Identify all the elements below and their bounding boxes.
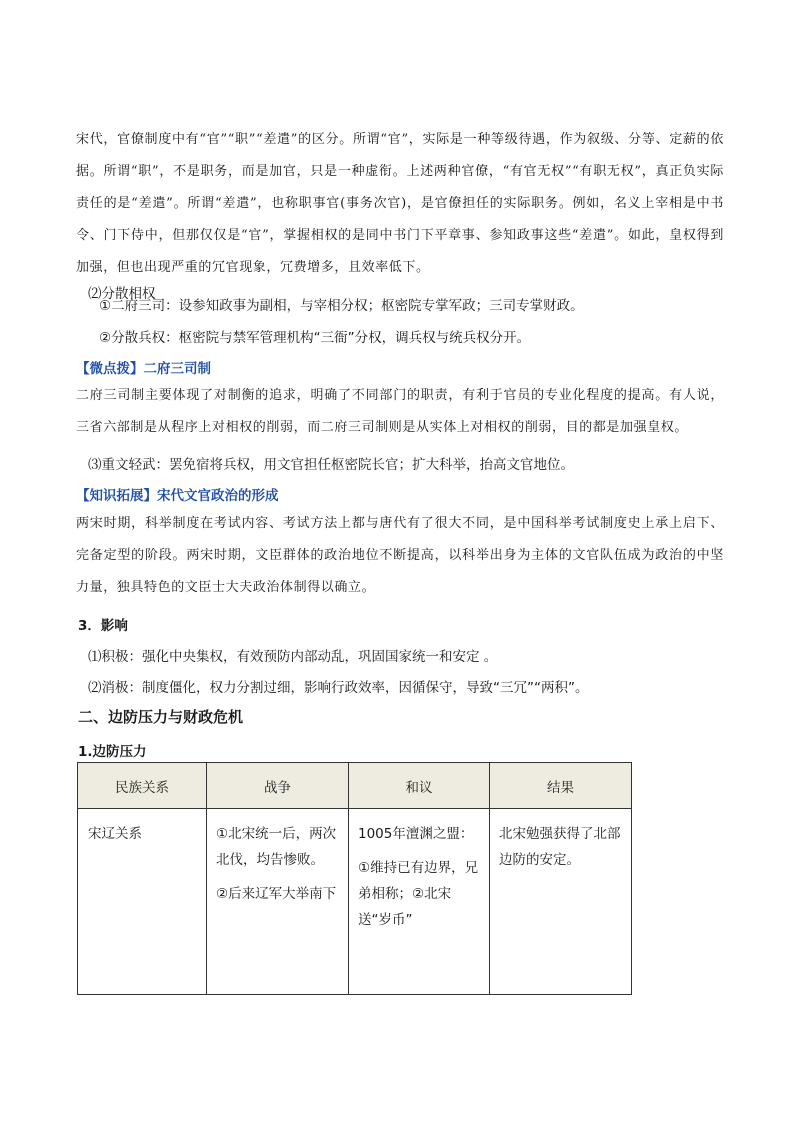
tip-heading-erfu-sansi: [76, 357, 211, 377]
extension-title: 宋代文官政治的形成: [157, 488, 279, 504]
sub-heading-border-pressure: 1.边防压力: [78, 744, 147, 760]
war-cell: [207, 809, 349, 995]
border-relations-table: [77, 762, 632, 995]
relation-text: 宋辽关系: [88, 826, 142, 842]
part-heading-border-finance: 二、边防压力与财政危机: [78, 708, 244, 726]
peace-cell: [349, 809, 490, 995]
header-cell: 结果: [490, 763, 632, 809]
table-row: [78, 809, 632, 995]
effect-positive: ⑴积极：强化中央集权，有效预防内部动乱，巩固国家统一和安定 。: [88, 649, 498, 665]
item-divide-military-power: ②分散兵权：枢密院与禁军管理机构“三衙”分权，调兵权与统兵权分开。: [99, 330, 531, 346]
knowledge-extension-heading: [76, 484, 279, 504]
paragraph-official-system: 宋代，官僚制度中有“官”“职”“差遣”的区分。所谓“官”，实际是一种等级待遇，作为叙级、分等、定薪的依据。所谓“职”，不是职务，而是加官，只是一种虚衔。上述两种官僚，“有官无权”“有职无权”，真正负实际责任的是“差遣”。所谓“差遣”，也称职事官(事务次官)，是官僚担任的实际职务。例如，名义上宰相是中书令、门下侍中，但那仅仅是“官”，掌握相权的是同中书门下平章事、参知政事这些“差遣”。如此，皇权得到加强，但也出现严重的冗官现象，冗费增多，且效率低下。: [76, 132, 724, 275]
section-impact-heading: 3．影响: [78, 618, 128, 634]
effect-negative: ⑵消极：制度僵化，权力分割过细，影响行政效率，因循保守，导致“三冗”“两积”。: [88, 680, 589, 696]
header-cell: 战争: [207, 763, 349, 809]
peace-item: ①维持已有边界，兄弟相称；②北宋送“岁币”: [358, 860, 479, 928]
result-text: 北宋勉强获得了北部边防的安定。: [499, 826, 621, 868]
result-cell: [490, 809, 632, 995]
tip-title: 二府三司制: [143, 361, 211, 377]
tip-text-erfu-sansi: 二府三司制主要体现了对制衡的追求，明确了不同部门的职责，有利于官员的专业化程度的提高。有人说，三省六部制是从程序上对相权的削弱，而二府三司制则是从实体上对相权的削弱，目的都是加强皇权。: [76, 388, 724, 435]
extension-tag: 【知识拓展】: [76, 488, 157, 504]
item-emphasize-civil: ⑶重文轻武：罢免宿将兵权，用文官担任枢密院长官；扩大科举，抬高文官地位。: [88, 457, 574, 473]
table-header-row: [78, 763, 632, 809]
peace-item: 1005年澶渊之盟：: [358, 826, 474, 842]
war-item: ②后来辽军大举南下: [216, 886, 337, 902]
war-item: ①北宋统一后，两次北伐，均告惨败。: [216, 826, 337, 868]
relation-cell: [78, 809, 207, 995]
header-cell: 和议: [349, 763, 490, 809]
item-divide-chancellor-power: ⑵分散相权: [88, 286, 156, 302]
knowledge-extension-text: 两宋时期，科举制度在考试内容、考试方法上都与唐代有了很大不同，是中国科举考试制度史上承上启下、完备定型的阶段。两宋时期，文臣群体的政治地位不断提高，以科举出身为主体的文官队伍成为政治的中坚力量，独具特色的文臣士大夫政治体制得以确立。: [76, 516, 724, 595]
header-cell: 民族关系: [78, 763, 207, 809]
tip-tag: 【微点拨】: [76, 361, 144, 377]
item-two-offices-three-bureaus: ①二府三司：设参知政事为副相，与宰相分权；枢密院专掌军政；三司专掌财政。: [99, 298, 584, 314]
